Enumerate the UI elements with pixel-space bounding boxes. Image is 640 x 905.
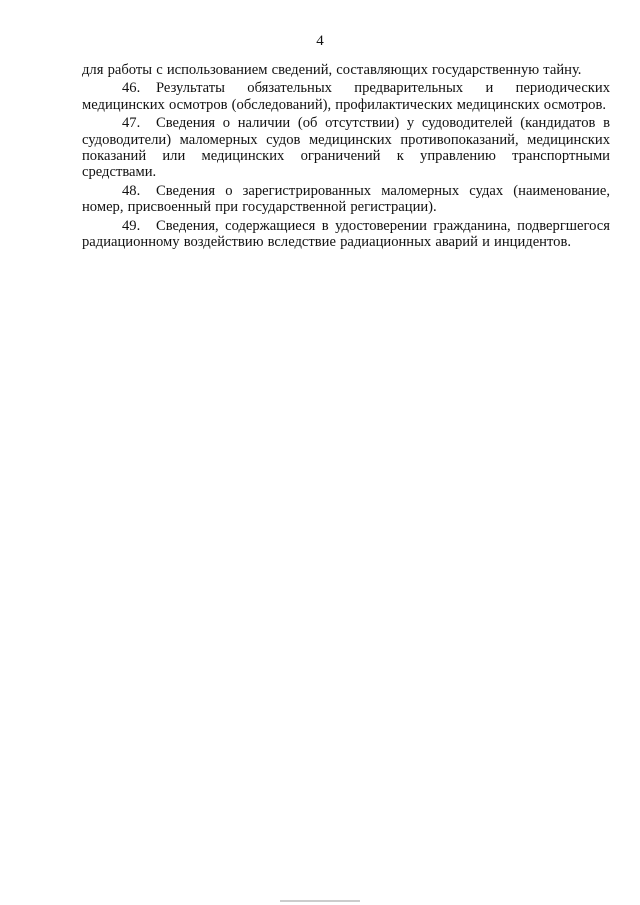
list-item-48 [82,183,610,216]
list-item-46 [82,80,610,113]
page-number: 4 [316,33,324,49]
scan-edge-mark [280,900,360,902]
item-number: 47. [122,115,141,132]
item-text: Сведения о наличии (об отсутствии) у судоводителей (кандидатов в судоводители) маломерных судов медицинских противопоказаний, медицинских показаний или медицинских ограничений к управлению транспортными средствами. [82,115,610,181]
item-text: Сведения, содержащиеся в удостоверении гражданина, подвергшегося радиационному воздействию вследствие радиационных аварий и инцидентов. [82,217,610,251]
item-number: 46. [122,80,141,97]
item-text: Сведения о зарегистрированных маломерных судах (наименование, номер, присвоенный при государственной регистрации). [82,182,610,216]
item-text: Результаты обязательных предварительных и периодических медицинских осмотров (обследований), профилактических медицинских осмотров. [82,80,610,113]
list-item-49 [82,218,610,251]
item-number: 48. [122,182,141,199]
paragraph-continuation [82,62,610,78]
list-item-47 [82,115,610,181]
item-number: 49. [122,217,141,234]
paragraph-text: для работы с использованием сведений, составляющих государственную тайну. [82,62,582,78]
document-body [82,62,610,252]
